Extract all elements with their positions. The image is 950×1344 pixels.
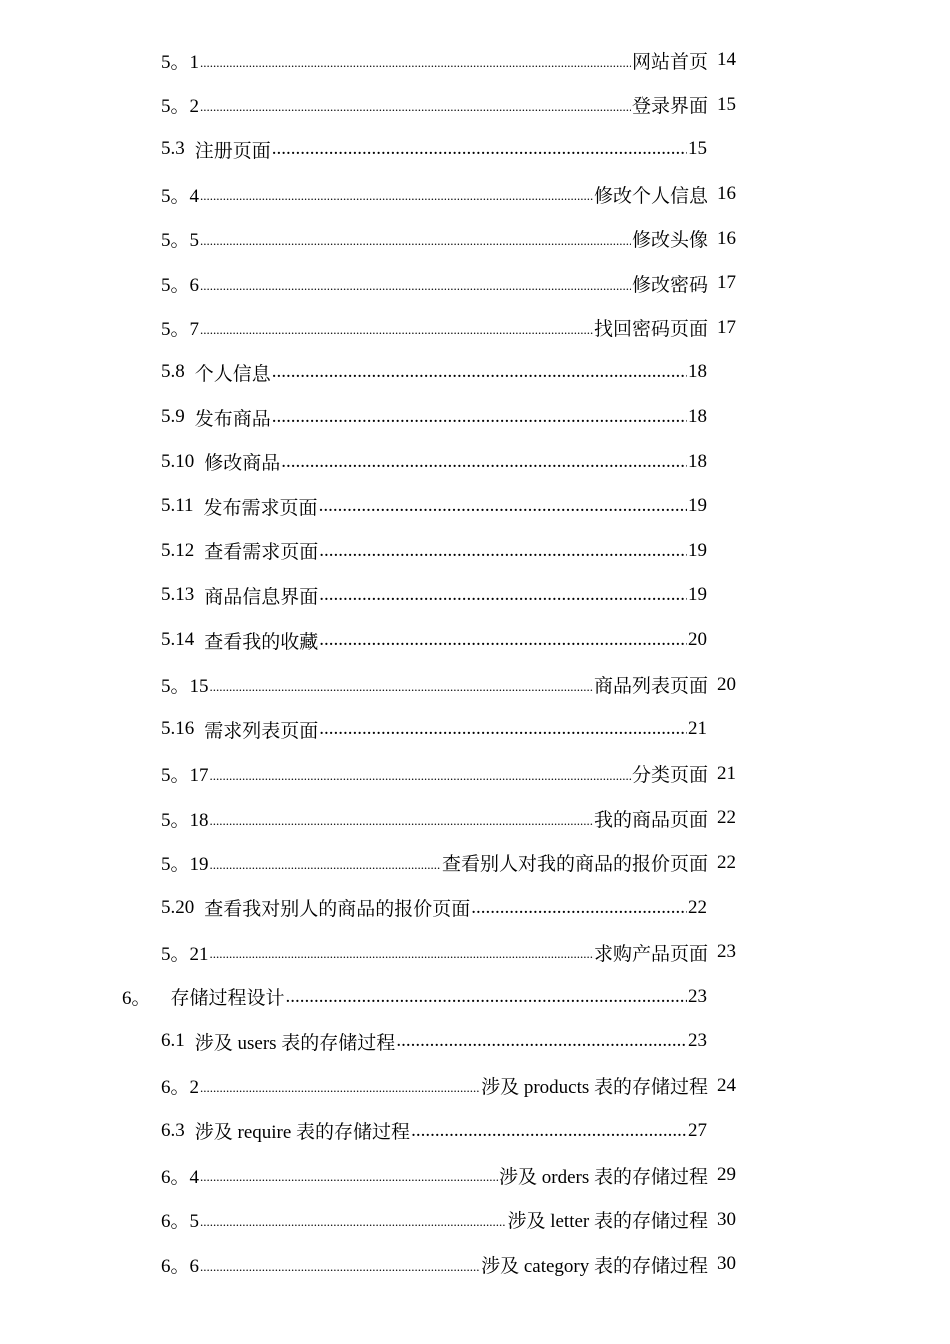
toc-entry-page-number: 23 [688, 985, 707, 1007]
toc-entry-number: 5.9 [161, 406, 185, 428]
toc-entry-page-number: 21 [717, 762, 736, 784]
toc-entry-page-number: 29 [717, 1164, 736, 1186]
toc-entry-title: 查看别人对我的商品的报价页面 [441, 854, 708, 876]
toc-entry-number: 6.1 [161, 1030, 185, 1052]
toc-entry-page-number: 19 [688, 539, 707, 561]
toc-entry[interactable] [0, 1197, 736, 1242]
toc-entry-title: 涉及 letter 表的存储过程 [507, 1211, 708, 1233]
toc-entry-number: 5.3 [161, 138, 185, 160]
toc-entry[interactable] [0, 395, 707, 440]
toc-entry-page-number: 15 [717, 93, 736, 115]
toc-entry-number: 5。1 [161, 51, 200, 73]
toc-leader-dots [200, 1214, 506, 1242]
toc-entry-page-number: 27 [688, 1119, 707, 1141]
toc-entry[interactable] [0, 261, 736, 306]
toc-entry[interactable] [0, 930, 736, 975]
toc-entry-title: 找回密码页面 [593, 319, 708, 341]
toc-entry-title: 查看我对别人的商品的报价页面 [204, 899, 471, 921]
toc-entry[interactable] [0, 38, 736, 83]
toc-entry[interactable] [0, 1064, 736, 1109]
toc-entry-number: 5。6 [161, 274, 200, 296]
toc-entry-title: 我的商品页面 [593, 809, 708, 831]
toc-entry-page-number: 23 [717, 941, 736, 963]
toc-entry-page-number: 22 [688, 896, 707, 918]
toc-entry[interactable] [0, 439, 707, 484]
toc-entry[interactable] [0, 662, 736, 707]
toc-entry-title: 注册页面 [194, 140, 271, 162]
toc-entry-title: 涉及 require 表的存储过程 [194, 1122, 411, 1144]
toc-entry-number: 5.11 [161, 495, 194, 517]
toc-entry-title: 涉及 users 表的存储过程 [194, 1032, 396, 1054]
toc-entry-page-number: 23 [688, 1030, 707, 1052]
toc-entry-number: 5.10 [161, 450, 195, 472]
toc-entry[interactable] [0, 573, 707, 618]
toc-entry[interactable] [0, 484, 707, 529]
toc-leader-dots [319, 540, 687, 562]
toc-leader-dots [319, 584, 687, 606]
toc-entry-number: 5.14 [161, 629, 195, 651]
toc-leader-dots [319, 718, 687, 740]
toc-entry-page-number: 18 [688, 361, 707, 383]
toc-entry-number: 6。4 [161, 1166, 200, 1188]
toc-entry-page-number: 21 [688, 718, 707, 740]
toc-leader-dots [200, 55, 631, 83]
toc-entry-page-number: 16 [717, 227, 736, 249]
toc-entry-number: 5。15 [161, 676, 209, 698]
toc-entry-title: 个人信息 [194, 363, 271, 385]
toc-entry[interactable] [0, 796, 736, 841]
toc-entry-title: 涉及 products 表的存储过程 [481, 1077, 708, 1099]
toc-entry[interactable] [0, 350, 707, 395]
toc-entry-number: 6。6 [161, 1255, 200, 1277]
toc-entry-page-number: 16 [717, 183, 736, 205]
toc-leader-dots [319, 629, 687, 651]
toc-entry-number: 5。18 [161, 809, 209, 831]
toc-entry-title: 查看我的收藏 [204, 631, 319, 653]
toc-entry[interactable] [0, 172, 736, 217]
toc-entry-title: 商品列表页面 [593, 676, 708, 698]
toc-entry[interactable] [0, 306, 736, 351]
toc-entry[interactable] [0, 1108, 707, 1153]
toc-leader-dots [286, 986, 687, 1008]
toc-leader-dots [471, 897, 687, 919]
toc-entry-number: 5。19 [161, 854, 209, 876]
toc-leader-dots [200, 188, 593, 216]
toc-entry-number: 5。5 [161, 230, 200, 252]
toc-entry-number: 6。 [122, 988, 151, 1010]
toc-entry-number: 6。2 [161, 1077, 200, 1099]
toc-entry-number: 5.16 [161, 718, 195, 740]
toc-entry-page-number: 19 [688, 495, 707, 517]
toc-leader-dots [210, 679, 593, 707]
toc-entry-title: 网站首页 [631, 51, 708, 73]
toc-entry-page-number: 14 [717, 49, 736, 71]
toc-entry-title: 分类页面 [631, 765, 708, 787]
toc-entry-page-number: 15 [688, 138, 707, 160]
toc-entry-number: 5。2 [161, 96, 200, 118]
toc-entry-title: 求购产品页面 [593, 943, 708, 965]
toc-entry-number: 6.3 [161, 1119, 185, 1141]
toc-leader-dots [411, 1120, 687, 1142]
toc-entry[interactable] [0, 752, 736, 797]
toc-entry-page-number: 30 [717, 1208, 736, 1230]
toc-entry-title: 商品信息界面 [204, 586, 319, 608]
toc-entry[interactable] [0, 83, 736, 128]
toc-entry[interactable] [0, 707, 707, 752]
toc-entry[interactable] [0, 841, 736, 886]
toc-entry-page-number: 18 [688, 406, 707, 428]
toc-entry-page-number: 24 [717, 1074, 736, 1096]
toc-entry-title: 发布商品 [194, 408, 271, 430]
toc-entry[interactable] [0, 529, 707, 574]
toc-leader-dots [200, 233, 631, 261]
toc-leader-dots [319, 495, 687, 517]
toc-leader-dots [272, 361, 687, 383]
toc-entry-title: 需求列表页面 [204, 720, 319, 742]
toc-entry[interactable] [0, 618, 707, 663]
toc-leader-dots [281, 451, 687, 473]
toc-leader-dots [200, 278, 631, 306]
toc-entry[interactable] [0, 1153, 736, 1198]
toc-entry[interactable] [0, 1019, 707, 1064]
toc-entry-page-number: 20 [717, 673, 736, 695]
toc-entry-number: 5。21 [161, 943, 209, 965]
toc-entry-title: 涉及 orders 表的存储过程 [499, 1166, 708, 1188]
toc-entry-title: 修改个人信息 [593, 185, 708, 207]
toc-entry-number: 5.20 [161, 896, 195, 918]
toc-entry-page-number: 17 [717, 272, 736, 294]
toc-leader-dots [200, 1080, 480, 1108]
toc-entry-title: 存储过程设计 [170, 988, 285, 1010]
toc-entry-page-number: 20 [688, 629, 707, 651]
toc-entry[interactable] [0, 127, 707, 172]
toc-entry-title: 发布需求页面 [203, 497, 318, 519]
toc-entry-title: 修改头像 [631, 230, 708, 252]
toc-leader-dots [200, 1259, 480, 1287]
toc-entry-number: 5.8 [161, 361, 185, 383]
toc-entry-page-number: 22 [717, 807, 736, 829]
toc-entry-number: 6。5 [161, 1211, 200, 1233]
toc-entry[interactable] [0, 1242, 736, 1287]
toc-leader-dots [200, 322, 593, 350]
toc-entry-title: 查看需求页面 [204, 542, 319, 564]
toc-entry-page-number: 30 [717, 1253, 736, 1275]
toc-entry-title: 修改商品 [204, 453, 281, 475]
toc-entry-title: 修改密码 [631, 274, 708, 296]
toc-entry[interactable] [0, 216, 736, 261]
table-of-contents [0, 38, 950, 1287]
toc-entry-title: 涉及 category 表的存储过程 [481, 1255, 708, 1277]
toc-entry-title: 登录界面 [631, 96, 708, 118]
toc-leader-dots [210, 857, 441, 885]
toc-entry-number: 5.13 [161, 584, 195, 606]
toc-entry-page-number: 19 [688, 584, 707, 606]
toc-entry[interactable] [0, 974, 707, 1019]
toc-leader-dots [200, 99, 631, 127]
toc-leader-dots [396, 1030, 687, 1052]
toc-entry-number: 5。7 [161, 319, 200, 341]
toc-leader-dots [200, 1169, 498, 1197]
toc-leader-dots [272, 138, 687, 160]
toc-leader-dots [210, 813, 593, 841]
toc-entry-number: 5。4 [161, 185, 200, 207]
toc-entry-number: 5。17 [161, 765, 209, 787]
toc-leader-dots [210, 946, 593, 974]
toc-leader-dots [272, 406, 687, 428]
toc-entry-page-number: 18 [688, 450, 707, 472]
toc-entry-number: 5.12 [161, 539, 195, 561]
toc-entry[interactable] [0, 885, 707, 930]
toc-leader-dots [210, 768, 631, 796]
toc-entry-page-number: 17 [717, 316, 736, 338]
toc-entry-page-number: 22 [717, 851, 736, 873]
